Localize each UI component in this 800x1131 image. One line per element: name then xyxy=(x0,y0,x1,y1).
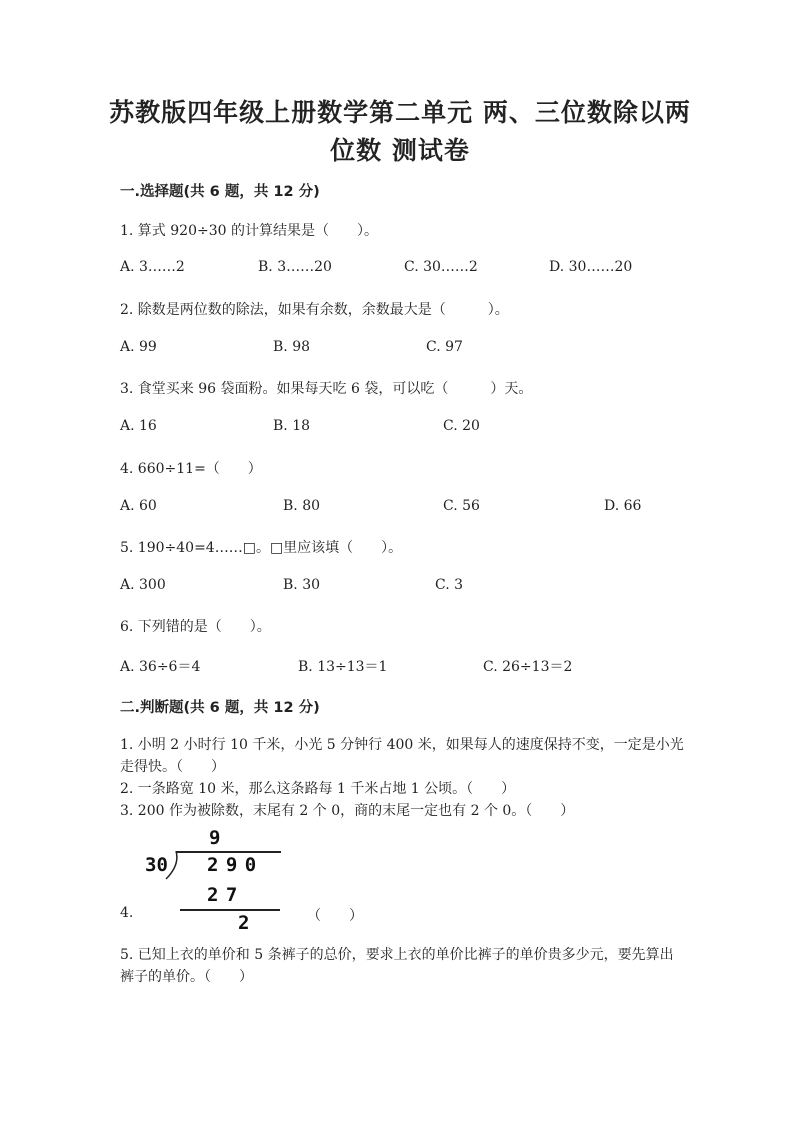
option-a: A. 99 xyxy=(120,339,157,355)
judgement-question-2: 2. 一条路宽 10 米，那么这条路每 1 千米占地 1 公顷。（ ） xyxy=(120,781,516,797)
answer-parentheses: （ ） xyxy=(307,908,363,924)
option-c: C. 30……2 xyxy=(404,259,478,275)
option-a: A. 60 xyxy=(120,498,157,514)
option-c: C. 56 xyxy=(443,498,480,514)
judgement-question-1: 1. 小明 2 小时行 10 千米，小光 5 分钟行 400 米，如果每人的速度保持不变，一定是小光走得快。（ ） xyxy=(120,737,684,775)
option-a: A. 16 xyxy=(120,418,157,434)
division-underline xyxy=(180,909,280,911)
section-heading-judgement: 二.判断题(共 6 题，共 12 分) xyxy=(120,700,320,716)
division-remainder: 2 xyxy=(238,912,250,934)
option-c: C. 3 xyxy=(435,577,464,593)
section-heading-choice: 一.选择题(共 6 题，共 12 分) xyxy=(120,184,320,200)
question-5: 5. 190÷40=4……□。□里应该填（ ）。 xyxy=(120,540,403,556)
page-title-line-1: 苏教版四年级上册数学第二单元 两、三位数除以两 xyxy=(109,98,691,127)
option-b: B. 3……20 xyxy=(258,259,332,275)
division-product: 2 7 xyxy=(207,884,236,906)
option-d: D. 66 xyxy=(604,498,642,514)
option-c: C. 20 xyxy=(443,418,480,434)
division-dividend: 2 9 0 xyxy=(207,854,255,876)
judgement-question-3: 3. 200 作为被除数，末尾有 2 个 0，商的末尾一定也有 2 个 0。（ ） xyxy=(120,803,575,819)
division-quotient: 9 xyxy=(209,827,221,849)
question-3: 3. 食堂买来 96 袋面粉。如果每天吃 6 袋，可以吃（ ）天。 xyxy=(120,381,533,397)
judgement-question-5: 5. 已知上衣的单价和 5 条裤子的总价，要求上衣的单价比裤子的单价贵多少元，要先算出裤子的单价。（ ） xyxy=(120,947,674,985)
option-a: A. 3……2 xyxy=(120,259,185,275)
question-4: 4. 660÷11=（ ） xyxy=(120,461,262,477)
option-b: B. 98 xyxy=(273,339,311,355)
option-a: A. 36÷6＝4 xyxy=(120,659,201,675)
option-c: C. 97 xyxy=(426,339,463,355)
page-title-line-2: 位数 测试卷 xyxy=(330,136,470,165)
question-2: 2. 除数是两位数的除法，如果有余数，余数最大是（ ）。 xyxy=(120,302,509,318)
question-6: 6. 下列错的是（ ）。 xyxy=(120,619,271,635)
option-b: B. 30 xyxy=(283,577,321,593)
judgement-question-4-number: 4. xyxy=(120,905,134,921)
option-b: B. 13÷13＝1 xyxy=(298,659,388,675)
division-bracket-top xyxy=(176,851,281,853)
option-d: D. 30……20 xyxy=(549,259,633,275)
option-c: C. 26÷13＝2 xyxy=(483,659,573,675)
division-divisor: 30 xyxy=(145,854,168,876)
question-1: 1. 算式 920÷30 的计算结果是（ ）。 xyxy=(120,223,378,239)
option-a: A. 300 xyxy=(120,577,166,593)
option-b: B. 18 xyxy=(273,418,311,434)
option-b: B. 80 xyxy=(283,498,321,514)
